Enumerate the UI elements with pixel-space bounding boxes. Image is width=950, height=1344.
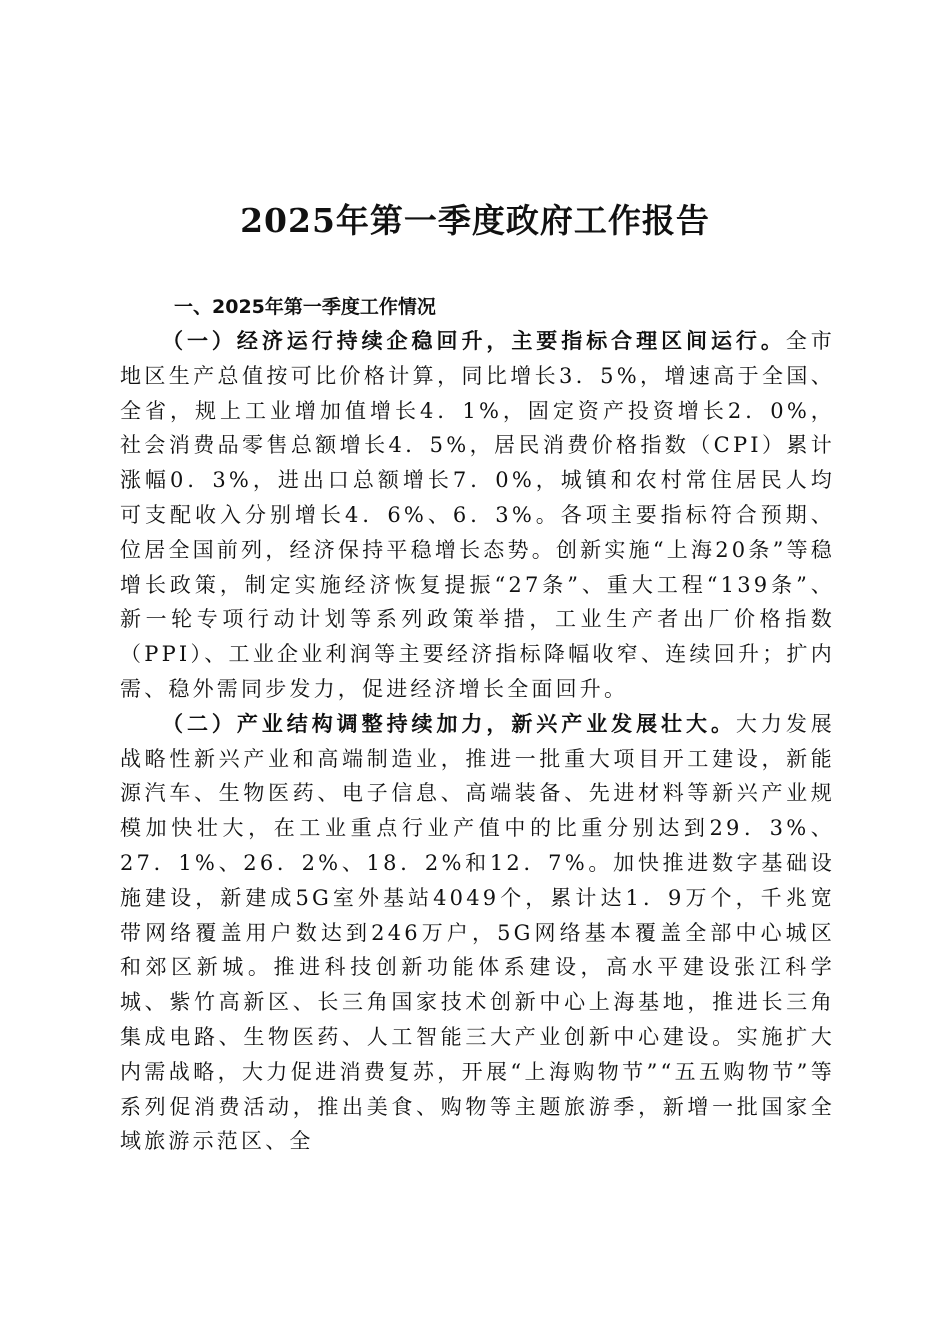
paragraph-text: 全市地区生产总值按可比价格计算，同比增长3．5%，增速高于全国、全省，规上工业增加值增长4．1%，固定资产投资增长2．0%，社会消费品零售总额增长4．5%，居民消费价格指数（CPI）累计涨幅0．3%，进出口总额增长7．0%，城镇和农村常住居民人均可支配收入分别增长4．6%、6．3%。各项主要指标符合预期、位居全国前列，经济保持平稳增长态势。创新实施“上海20条”等稳增长政策，制定实施经济恢复提振“27条”、重大工程“139条”、新一轮专项行动计划等系列政策举措，工业生产者出厂价格指数（PPI）、工业企业利润等主要经济指标降幅收窄、连续回升；扩内需、稳外需同步发力，促进经济增长全面回升。	[120, 329, 835, 701]
paragraph-lead: （二）产业结构调整持续加力，新兴产业发展壮大。	[162, 710, 736, 736]
paragraph-economy	[120, 324, 835, 707]
paragraph-lead: （一）经济运行持续企稳回升，主要指标合理区间运行。	[162, 328, 786, 353]
document-body	[120, 290, 835, 1159]
paragraph-industry	[120, 707, 835, 1159]
document-title: 2025年第一季度政府工作报告	[240, 201, 710, 240]
paragraph-text: 大力发展战略性新兴产业和高端制造业，推进一批重大项目开工建设，新能源汽车、生物医药、电子信息、高端装备、先进材料等新兴产业规模加快壮大，在工业重点行业产值中的比重分别达到29．3%、27．1%、26．2%、18．2%和12．7%。加快推进数字基础设施建设，新建成5G室外基站4049个，累计达1．9万个，千兆宽带网络覆盖用户数达到246万户，5G网络基本覆盖全部中心城区和郊区新城。推进科技创新功能体系建设，高水平建设张江科学城、紫竹高新区、长三角国家技术创新中心上海基地，推进长三角集成电路、生物医药、人工智能三大产业创新中心建设。实施扩大内需战略，大力促进消费复苏，开展“上海购物节”“五五购物节”等系列促消费活动，推出美食、购物等主题旅游季，新增一批国家全域旅游示范区、全	[120, 711, 835, 1154]
section-heading: 一、2025年第一季度工作情况	[174, 296, 436, 318]
